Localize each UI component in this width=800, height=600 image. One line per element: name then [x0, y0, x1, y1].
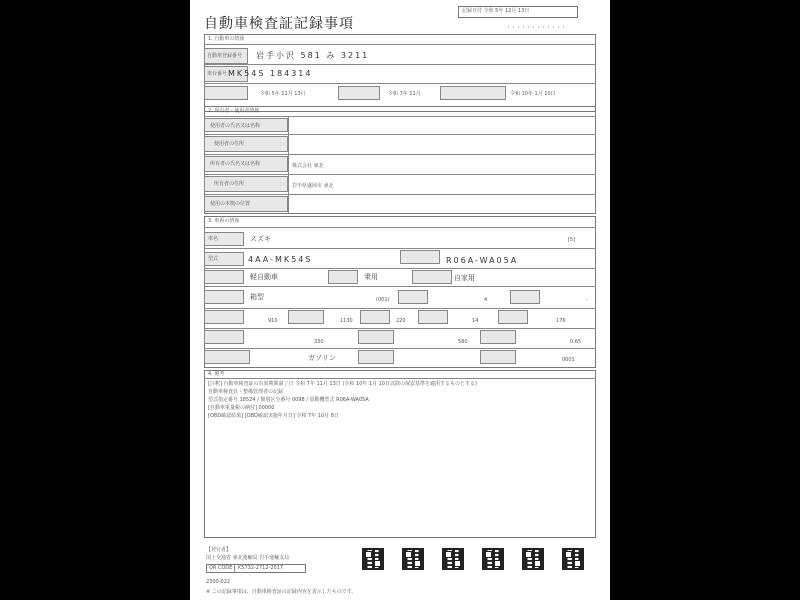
note-line-4: [自動車重量税の納付] 00000 — [208, 405, 275, 411]
note-line-2: 自動車検査員・整備管理者の記録 — [208, 389, 284, 395]
gross-weight-value: 1130 — [340, 318, 353, 324]
engine-model-value: R06A-WA05A — [446, 256, 519, 265]
issuer-label: 【発行者】 — [206, 547, 232, 553]
registration-date-label-box — [204, 86, 248, 100]
axle-weight-value: 330 — [314, 339, 324, 345]
note-line-3: 型式指定番号 18524 / 類別区分番号 0098 / 原動機型式 R06A-WA05A — [208, 397, 369, 403]
chassis-label: 車台番号 — [207, 71, 228, 77]
chassis-number-value: MK54S 184314 — [228, 69, 313, 78]
type-value: 4AA-MK54S — [248, 255, 313, 264]
title-underline: ・・・・・・・・・・・・ — [506, 25, 567, 31]
expiry-label-box — [440, 86, 506, 100]
base-location-label: 使用の本拠の位置 — [210, 201, 251, 207]
code-label: QR CODE — [209, 565, 233, 571]
qr-code-6 — [562, 548, 584, 570]
maker-value: スズキ — [250, 235, 271, 243]
dash-value: - — [586, 297, 588, 303]
height-value: 176 — [556, 318, 566, 324]
type-label: 型式 — [208, 256, 219, 262]
form-number: 2300-022 — [206, 579, 231, 585]
user-name-label: 使用者の氏名又は名称 — [210, 123, 261, 129]
qr-code-2 — [402, 548, 424, 570]
user-address-label: 使用者の住所 — [214, 141, 245, 147]
document-page — [190, 0, 610, 600]
section-1-heading: 1. 自動車の情報 — [208, 36, 245, 42]
page-title: 自動車検査証記録事項 — [204, 16, 354, 32]
registration-date-value: 令和 5年 11月 13日 — [260, 91, 306, 97]
note-line-1: [注釈] 自動車検査証の有効期間満了日 令和 7年 11月 13日 (令和 10年 1月 10日以降の保安基準を適用するものとする) — [208, 381, 477, 387]
bottom-note: ※ この記録事項は、自動車検査証の記録内容を表示したものです。 — [206, 589, 357, 595]
issuer-line: 国土交通省 東北運輸局 岩手運輸支局 — [206, 555, 290, 561]
section-4-heading: 4. 備考 — [208, 371, 225, 377]
section-3-heading: 3. 車両の情報 — [208, 218, 240, 224]
fuel-type-value: ガソリン — [308, 354, 336, 362]
code-value: K5732-2712-2017 — [238, 565, 284, 571]
displacement-value: 0.65 — [570, 339, 582, 345]
section-2-heading: 2. 所有者・使用者情報 — [208, 108, 260, 114]
maker-code: [5] — [568, 237, 576, 243]
expiry-value: 令和 7年 11月 — [388, 91, 421, 97]
capacity-value: 4 — [484, 297, 488, 303]
qr-code-3 — [442, 548, 464, 570]
owner-name-label: 所有者の氏名又は名称 — [210, 161, 261, 167]
length-value: 14 — [472, 318, 479, 324]
qr-code-1 — [362, 548, 384, 570]
body-shape-value: 箱型 — [250, 293, 264, 301]
owner-address-label: 所有者の住所 — [214, 181, 245, 187]
registration-number-value: 岩手小沢 581 み 3211 — [256, 51, 370, 60]
qr-code-4 — [482, 548, 504, 570]
serial-value: 0001 — [562, 357, 575, 363]
registration-number-label: 自動車登録番号 — [207, 53, 243, 59]
note-line-5: [OBD確認結果] [OBD確認実施年月日] 令和 7年 10月 8日 — [208, 413, 339, 419]
rear-axle-value: 580 — [458, 339, 468, 345]
width-value: 220 — [396, 318, 406, 324]
vehicle-category-value: 軽自動車 — [250, 273, 278, 281]
maker-label: 車名 — [208, 236, 219, 242]
first-reg-label-box — [338, 86, 380, 100]
purpose-value: 乗用 — [364, 273, 378, 281]
private-use-value: 自家用 — [454, 274, 475, 282]
qr-code-5 — [522, 548, 544, 570]
body-code: (001) — [376, 297, 390, 303]
expiry-date-value: 令和 10年 1月 10日 — [510, 91, 556, 97]
owner-name-value: 株式会社 東北 — [292, 163, 324, 169]
section-4-frame — [204, 370, 596, 538]
owner-address-value: 岩手県盛岡市 東北 — [292, 183, 334, 189]
weight-value: 910 — [268, 318, 278, 324]
date-stamp: 記録日付 令和 5年 12月 13日 — [462, 8, 530, 14]
